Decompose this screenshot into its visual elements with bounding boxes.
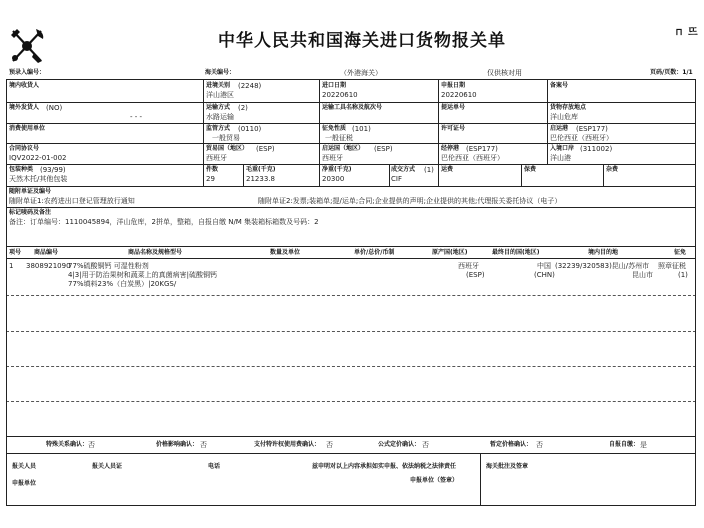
special-relation-label: 特殊关系确认： [46,441,89,448]
origin-country-label: 启运国（地区） [322,145,365,152]
declarant-label: 报关人员 [12,463,37,470]
form-bottom-border [6,505,696,506]
stop-port-name: 巴伦西亚（西班牙） [441,154,504,162]
row-divider [6,246,696,247]
entry-customs-name: 洋山港区 [206,91,234,99]
vessel-label: 运输工具名称及航次号 [322,104,383,111]
goods-dest-code: (CHN) [534,271,555,279]
col-divider [203,164,204,186]
form-left-border [6,79,7,505]
row-divider [6,102,696,103]
self-declare-label: 自报自缴： [609,441,640,448]
record-no-label: 备案号 [550,82,569,89]
provisional-price-value: 否 [536,441,543,449]
col-divider [480,453,481,505]
goods-seq: 1 [9,262,14,270]
package-label: 包装种类 [9,166,34,173]
origin-country-code: (ESP) [374,145,393,153]
provisional-price-label: 暂定价格确认： [490,441,533,448]
deal-code: (1) [424,166,434,174]
deal-name: CIF [391,175,402,183]
user-unit-label: 消费使用单位 [9,125,46,132]
self-declare-value: 是 [640,441,647,449]
goods-name-line-1: 77%硫酸铜钙 可湿性粉剂 [68,262,149,270]
goods-name-line-3: 77%填料23%（白炭黑）|20KGS/ [68,280,177,288]
gross-weight-label: 毛重(千克) [246,166,276,173]
page-info: 页码/页数：1/1 [650,69,693,76]
goods-separator [6,366,696,367]
legal-statement: 兹申明对以上内容承担如实申报、依法纳税之法律责任 [312,463,457,470]
license-label: 许可证号 [441,125,466,132]
entry-port-code: (311002) [580,145,613,153]
departure-label: 启运港 [550,125,569,132]
transport-code: (2) [238,104,248,112]
corner-mark: ⊓ 뜨 [676,27,698,38]
tax-label: 征免性质 [322,125,347,132]
formula-price-label: 公式定价确认： [378,441,421,448]
goods-header-dest: 最终目的国(地区) [492,249,540,256]
insurance-label: 保费 [524,166,537,173]
port-note: （外港海关） [340,69,382,77]
transport-label: 运输方式 [206,104,231,111]
row-divider [6,207,696,208]
stop-port-code: (ESP177) [466,145,498,153]
goods-header-seq: 项号 [9,249,22,256]
col-divider [203,79,204,164]
storage-label: 货物存放地点 [550,104,587,111]
goods-separator [6,295,696,296]
gross-weight-value: 21233.8 [246,175,275,183]
import-date-value: 20220610 [322,91,358,99]
col-divider [243,164,244,186]
goods-header-origin: 原产国(地区) [432,249,468,256]
goods-dest-name: 中国 [537,262,551,270]
shipper-code: (NO) [46,104,63,112]
contract-value: IQV2022-01-002 [9,154,67,162]
goods-exempt-line-1: 照章征税 [658,262,686,270]
shipper-name: - - - [130,113,143,121]
goods-header-qty: 数量及单位 [270,249,301,256]
declare-seal-label: 申报单位（签章） [410,477,459,484]
col-divider [603,164,604,186]
goods-origin-name: 西班牙 [458,262,479,270]
trade-country-code: (ESP) [256,145,275,153]
deal-label: 成交方式 [391,166,416,173]
supervision-label: 监管方式 [206,125,231,132]
goods-header-exempt: 征免 [674,249,687,256]
row-divider [6,436,696,437]
declarant-cert-label: 报关人员证 [92,463,123,470]
docs-line-2: 随附单证2:发票;装箱单;提/运单;合同;企业提供的声明;企业提供的其他;代理报关委托协议（电子） [258,197,562,205]
entry-customs-code: (2248) [238,82,262,90]
docs-label: 随附单证及编号 [9,188,52,195]
row-divider [6,143,696,144]
row-divider [6,164,696,165]
departure-code: (ESP177) [576,125,608,133]
transport-name: 水路运输 [206,113,234,121]
docs-line-1: 随附单证1:农药进出口登记管理放行通知 [9,197,135,205]
col-divider [438,164,439,186]
entry-customs-label: 进境关别 [206,82,231,89]
declare-date-value: 20220610 [441,91,477,99]
goods-domestic-line-2: 昆山市 [632,271,653,279]
stop-port-label: 经停港 [441,145,460,152]
page-title: 中华人民共和国海关进口货物报关单 [218,31,506,51]
col-divider [547,79,548,164]
row-divider [6,186,696,187]
bill-label: 提运单号 [441,104,466,111]
goods-header-price: 单价/总价/币制 [354,249,395,256]
declare-date-label: 申报日期 [441,82,466,89]
package-code: (93/99) [40,166,66,174]
entry-port-label: 入境口岸 [550,145,575,152]
goods-header-code: 商品编号 [34,249,59,256]
import-date-label: 进口日期 [322,82,347,89]
contract-label: 合同协议号 [9,145,40,152]
col-divider [438,79,439,164]
col-divider [319,79,320,164]
goods-separator [6,331,696,332]
goods-exempt-line-2: (1) [678,271,688,279]
row-divider [6,123,696,124]
customs-emblem-icon [8,27,46,65]
pieces-value: 29 [206,175,215,183]
price-impact-value: 否 [200,441,207,449]
goods-origin-code: (ESP) [466,271,485,279]
tax-name: 一般征税 [325,134,353,142]
net-weight-value: 20300 [322,175,345,183]
row-divider [6,453,696,454]
trade-country-label: 贸易国（地区） [206,145,249,152]
entry-port-name: 洋山港 [550,154,571,162]
consignee-label: 境内收货人 [9,82,40,89]
tax-code: (101) [352,125,371,133]
net-weight-label: 净重(千克) [322,166,352,173]
col-divider [319,164,320,186]
trade-country-name: 西班牙 [206,154,227,162]
goods-name-line-2: 4|3|用于防治果树和蔬菜上的真菌病害|硫酸铜钙 [68,271,217,279]
declare-unit-label: 申报单位 [12,480,37,487]
supervision-name: 一般贸易 [212,134,240,142]
goods-separator [6,401,696,402]
royalty-value: 否 [326,441,333,449]
supervision-code: (0110) [238,125,262,133]
price-impact-label: 价格影响确认： [156,441,199,448]
formula-price-value: 否 [422,441,429,449]
freight-label: 运费 [441,166,454,173]
goods-header-name: 商品名称及规格型号 [128,249,183,256]
shipper-label: 境外发货人 [9,104,40,111]
col-divider [521,164,522,186]
reference-note: 仅供核对用 [487,69,522,77]
package-name: 天然木托/其他包装 [9,175,68,183]
misc-fee-label: 杂费 [606,166,619,173]
special-relation-value: 否 [88,441,95,449]
storage-value: 洋山危库 [550,113,578,121]
customs-remarks-label: 海关批注及签章 [486,463,529,470]
phone-label: 电话 [208,463,221,470]
pieces-label: 件数 [206,166,219,173]
customs-no-label: 海关编号： [205,69,236,76]
form-top-border [6,79,696,80]
goods-domestic-line-1: (32239/320583)昆山/苏州市 [555,262,650,270]
departure-name: 巴伦西亚（西班牙） [550,134,613,142]
goods-code: 3808921090 [26,262,71,270]
form-right-border [695,79,696,505]
col-divider [389,164,390,186]
origin-country-name: 西班牙 [322,154,343,162]
pre-entry-label: 预录入编号： [9,69,46,76]
royalty-label: 支付特许权使用费确认： [254,441,321,448]
marks-text: 备注：订单编号：1110045894，洋山危库，2拼单，整箱，自报自缴 N/M 集装箱标箱数及号码：2 [9,218,319,226]
marks-label: 标记唛码及备注 [9,209,52,216]
goods-header-domestic: 境内目的地 [588,249,619,256]
row-divider [6,258,696,259]
